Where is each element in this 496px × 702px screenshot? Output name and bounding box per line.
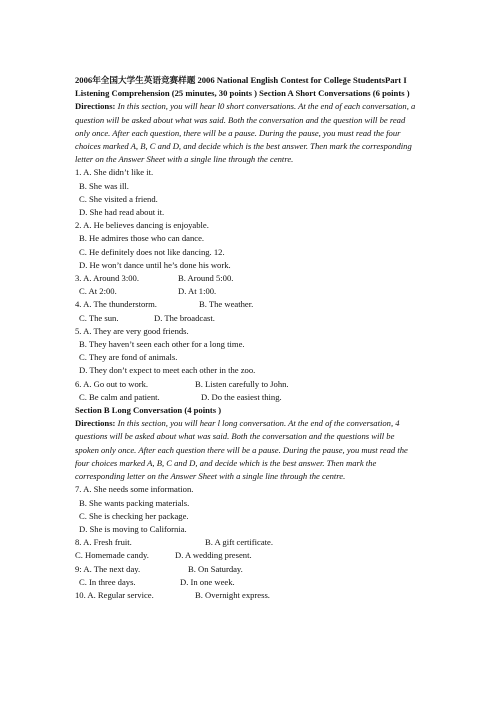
question-8-option-c: C. Homemade candy. (75, 550, 149, 561)
directions-label: Directions: (75, 101, 116, 112)
question-7-option-b: B. She wants packing materials. (79, 497, 190, 508)
question-4-option-d: D. The broadcast. (154, 312, 215, 323)
question-6-option-d: D. Do the easiest thing. (201, 391, 282, 402)
question-10-row-1 (75, 589, 420, 602)
question-3-option-a: 3. A. Around 3:00. (75, 273, 139, 284)
directions-label: Directions: (75, 418, 116, 429)
question-5-option-a: 5. A. They are very good friends. (75, 325, 189, 336)
question-3-option-b: B. Around 5:00. (178, 273, 234, 284)
question-6-row-2 (75, 391, 420, 404)
question-4-option-a: 4. A. The thunderstorm. (75, 299, 157, 310)
section-a-directions (75, 100, 420, 166)
question-4-option-c: C. The sun. (79, 312, 119, 323)
question-7-option-d: D. She is moving to California. (79, 523, 187, 534)
question-9-row-1 (75, 563, 420, 576)
question-7-option-c: C. She is checking her package. (79, 510, 189, 521)
directions-text: In this section, you will hear l0 short conversations. At the end of each conversation, a question will be asked about what was said. Both the conversation and the question will be read only once. After each question, there will be a pause. During the pause, you must read the four choices marked A, B, C and D, and decide which is the best answer. Then mark the corresponding letter on the Answer Sheet with a single line through the centre. (75, 101, 416, 165)
question-6-option-a: 6. A. Go out to work. (75, 378, 149, 389)
question-3-row-2 (75, 285, 420, 298)
question-2-option-b: B. He admires those who can dance. (79, 233, 205, 244)
question-6-option-c: C. Be calm and patient. (79, 391, 160, 402)
document-body (75, 74, 420, 602)
question-5-option-b: B. They haven’t seen each other for a long time. (79, 339, 245, 350)
question-4-option-b: B. The weather. (199, 299, 254, 310)
question-9-option-a: 9: A. The next day. (75, 563, 141, 574)
question-9-option-d: D. In one week. (180, 576, 235, 587)
question-9-option-b: B. On Saturday. (188, 563, 243, 574)
section-b-heading: Section B Long Conversation (4 points ) (75, 405, 222, 416)
question-3-option-d: D. At 1:00. (178, 286, 217, 297)
question-5-option-d: D. They don’t expect to meet each other in the zoo. (79, 365, 256, 376)
question-4-row-1 (75, 298, 420, 311)
question-6-row-1 (75, 378, 420, 391)
question-1-option-c: C. She visited a friend. (79, 193, 158, 204)
document-title: 2006年全国大学生英语竞赛样题 2006 National English Contest for College StudentsPart I Listening Comprehension (25 minutes, 30 points ) Section A Short Conversations (6 points ) (75, 75, 410, 99)
question-10-option-a: 10. A. Regular service. (75, 589, 154, 600)
question-8-row-1 (75, 536, 420, 549)
question-1-option-a: 1. A. She didn’t like it. (75, 167, 154, 178)
question-9-row-2 (75, 576, 420, 589)
question-3-row-1 (75, 272, 420, 285)
question-5-option-c: C. They are fond of animals. (79, 352, 178, 363)
question-2-option-a: 2. A. He believes dancing is enjoyable. (75, 220, 209, 231)
question-6-option-b: B. Listen carefully to John. (195, 378, 289, 389)
question-8-option-b: B. A gift certificate. (205, 537, 274, 548)
question-1-option-b: B. She was ill. (79, 180, 129, 191)
question-2-option-c: C. He definitely does not like dancing. 12. (79, 246, 225, 257)
question-8-option-d: D. A wedding present. (175, 550, 252, 561)
question-3-option-c: C. At 2:00. (79, 286, 117, 297)
directions-text: In this section, you will hear l long conversation. At the end of the conversation, 4 questions will be asked about what was said. Both the conversation and the questions will be spoken only once. After each question there will be a pause. During the pause, you must read the four choices marked A, B, C and D, and decide which is the best answer. Then mark the corresponding letter on the Answer Sheet with a single line through the centre. (75, 418, 408, 482)
question-10-option-b: B. Overnight express. (195, 589, 270, 600)
question-1-option-d: D. She had read about it. (79, 207, 165, 218)
question-2-option-d: D. He won’t dance until he’s done his work. (79, 259, 231, 270)
question-9-option-c: C. In three days. (79, 576, 136, 587)
section-b-directions (75, 417, 420, 483)
question-7-option-a: 7. A. She needs some information. (75, 484, 194, 495)
question-8-option-a: 8. A. Fresh fruit. (75, 537, 132, 548)
question-8-row-2 (75, 549, 420, 562)
question-4-row-2 (75, 312, 420, 325)
